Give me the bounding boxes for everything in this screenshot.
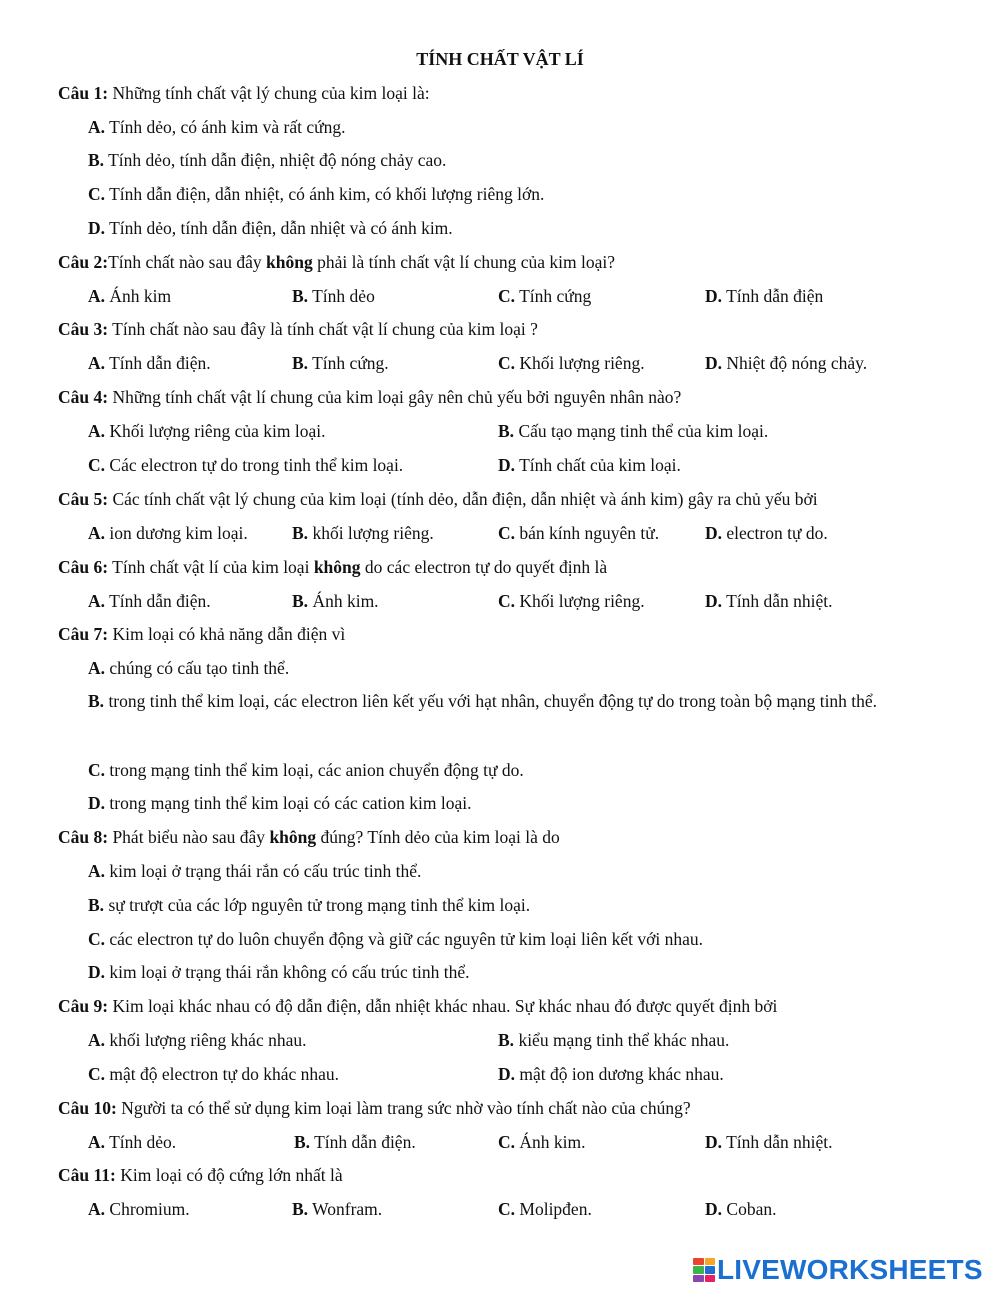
option-11d[interactable]	[705, 1197, 776, 1221]
question-text: Các tính chất vật lý chung của kim loại (tính dẻo, dẫn điện, dẫn nhiệt và ánh kim) gây ra chủ yếu bởi	[108, 489, 818, 509]
question-8	[58, 825, 948, 849]
option-6d[interactable]	[705, 589, 833, 613]
option-5c[interactable]	[498, 521, 659, 545]
option-text: Tính cứng	[515, 286, 592, 306]
question-2	[58, 250, 948, 274]
option-key: B.	[498, 421, 515, 441]
question-number: Câu 6:	[58, 557, 109, 577]
question-text-post: phải là tính chất vật lí chung của kim loại?	[312, 252, 615, 272]
option-key: C.	[88, 760, 106, 780]
question-3	[58, 317, 948, 341]
question-number: Câu 1:	[58, 83, 109, 103]
option-8d[interactable]	[88, 960, 470, 984]
option-text: Khối lượng riêng.	[515, 591, 645, 611]
question-1	[58, 81, 948, 105]
option-text: Tính dẫn điện.	[105, 591, 211, 611]
option-key: A.	[88, 1132, 106, 1152]
option-text: Tính dẻo, tính dẫn điện, dẫn nhiệt và có ánh kim.	[105, 218, 453, 238]
option-key: C.	[498, 523, 516, 543]
option-text: Nhiệt độ nóng chảy.	[722, 353, 868, 373]
question-text: Kim loại có độ cứng lớn nhất là	[115, 1165, 343, 1185]
option-7b[interactable]	[88, 685, 943, 718]
option-9a[interactable]	[88, 1028, 307, 1052]
option-text: trong mạng tinh thể kim loại, các anion chuyển động tự do.	[105, 760, 524, 780]
option-key: A.	[88, 523, 106, 543]
question-number: Câu 2:	[58, 252, 109, 272]
option-5a[interactable]	[88, 521, 248, 545]
option-text: kim loại ở trạng thái rắn có cấu trúc tinh thể.	[105, 861, 422, 881]
option-key: B.	[292, 353, 309, 373]
question-7	[58, 622, 948, 646]
question-text: Người ta có thể sử dụng kim loại làm trang sức nhờ vào tính chất nào của chúng?	[116, 1098, 691, 1118]
option-text: Tính chất của kim loại.	[515, 455, 681, 475]
liveworksheets-logo-icon	[693, 1258, 715, 1282]
option-1d[interactable]	[88, 216, 453, 240]
option-text: Tính dẫn nhiệt.	[722, 591, 833, 611]
option-key: D.	[705, 1132, 723, 1152]
question-10	[58, 1096, 948, 1120]
option-8a[interactable]	[88, 859, 421, 883]
option-key: A.	[88, 286, 106, 306]
option-text: electron tự do.	[722, 523, 828, 543]
option-key: C.	[88, 455, 106, 475]
option-text: Khối lượng riêng.	[515, 353, 645, 373]
option-key: D.	[705, 591, 723, 611]
question-text: Những tính chất vật lí chung của kim loại gây nên chủ yếu bởi nguyên nhân nào?	[108, 387, 682, 407]
option-text: Tính dẫn điện	[722, 286, 824, 306]
question-number: Câu 7:	[58, 624, 109, 644]
option-key: B.	[498, 1030, 515, 1050]
option-7c[interactable]	[88, 758, 524, 782]
option-text: Cấu tạo mạng tinh thể của kim loại.	[514, 421, 769, 441]
option-4b[interactable]	[498, 419, 768, 443]
liveworksheets-logo-text: LIVEWORKSHEETS	[717, 1254, 983, 1285]
logo-block	[693, 1275, 704, 1282]
option-2d[interactable]	[705, 284, 823, 308]
question-4	[58, 385, 948, 409]
option-10c[interactable]	[498, 1130, 586, 1154]
question-text-pre: Phát biểu nào sau đây	[108, 827, 270, 847]
option-text: Tính cứng.	[308, 353, 389, 373]
question-number: Câu 11:	[58, 1165, 116, 1185]
option-key: A.	[88, 1030, 106, 1050]
question-number: Câu 4:	[58, 387, 109, 407]
option-key: D.	[88, 962, 106, 982]
question-emphasis: không	[313, 557, 361, 577]
option-text: Tính dẻo, tính dẫn điện, nhiệt độ nóng chảy cao.	[104, 150, 447, 170]
option-text: Molipđen.	[515, 1199, 592, 1219]
option-text: trong tinh thể kim loại, các electron liên kết yếu với hạt nhân, chuyển động tự do trong toàn bộ mạng tinh thể.	[104, 691, 878, 711]
option-text: khối lượng riêng.	[308, 523, 434, 543]
option-key: D.	[705, 523, 723, 543]
option-2b[interactable]	[292, 284, 375, 308]
option-text: Wonfram.	[308, 1199, 383, 1219]
option-3b[interactable]	[292, 351, 389, 375]
logo-block	[705, 1275, 716, 1282]
option-text: mật độ electron tự do khác nhau.	[105, 1064, 340, 1084]
option-key: B.	[294, 1132, 311, 1152]
option-text: kim loại ở trạng thái rắn không có cấu trúc tinh thể.	[105, 962, 470, 982]
option-6c[interactable]	[498, 589, 645, 613]
question-number: Câu 5:	[58, 489, 109, 509]
option-key: A.	[88, 861, 106, 881]
option-6b[interactable]	[292, 589, 379, 613]
question-number: Câu 10:	[58, 1098, 117, 1118]
option-text: sự trượt của các lớp nguyên tử trong mạng tinh thể kim loại.	[104, 895, 531, 915]
option-text: ion dương kim loại.	[105, 523, 248, 543]
option-key: D.	[88, 218, 106, 238]
option-4c[interactable]	[88, 453, 403, 477]
question-text-post: do các electron tự do quyết định là	[360, 557, 608, 577]
option-key: A.	[88, 1199, 106, 1219]
option-key: A.	[88, 353, 106, 373]
option-4d[interactable]	[498, 453, 681, 477]
question-text: Những tính chất vật lý chung của kim loại là:	[108, 83, 430, 103]
option-2c[interactable]	[498, 284, 591, 308]
question-5	[58, 487, 948, 511]
option-text: chúng có cấu tạo tinh thể.	[105, 658, 290, 678]
option-text: Tính dẫn nhiệt.	[722, 1132, 833, 1152]
option-9b[interactable]	[498, 1028, 729, 1052]
option-key: D.	[88, 793, 106, 813]
question-text-post: đúng? Tính dẻo của kim loại là do	[316, 827, 560, 847]
option-11a[interactable]	[88, 1197, 190, 1221]
option-key: A.	[88, 658, 106, 678]
option-key: D.	[498, 455, 516, 475]
option-key: C.	[498, 1132, 516, 1152]
option-key: D.	[705, 353, 723, 373]
option-5b[interactable]	[292, 521, 434, 545]
option-text: Tính dẻo	[308, 286, 375, 306]
option-text: Chromium.	[105, 1199, 190, 1219]
option-1c[interactable]	[88, 182, 544, 206]
option-text: Tính dẻo, có ánh kim và rất cứng.	[105, 117, 346, 137]
option-key: A.	[88, 421, 106, 441]
question-9	[58, 994, 948, 1018]
option-1a[interactable]	[88, 115, 346, 139]
option-key: D.	[705, 286, 723, 306]
option-text: các electron tự do luôn chuyển động và giữ các nguyên tử kim loại liên kết với nhau.	[105, 929, 704, 949]
option-7a[interactable]	[88, 656, 289, 680]
option-key: A.	[88, 117, 106, 137]
question-emphasis: không	[266, 252, 313, 272]
logo-block	[693, 1258, 704, 1265]
option-text: bán kính nguyên tử.	[515, 523, 660, 543]
logo-block	[705, 1266, 716, 1273]
option-1b[interactable]	[88, 148, 446, 172]
option-10a[interactable]	[88, 1130, 176, 1154]
liveworksheets-logo[interactable]	[693, 1255, 983, 1285]
option-4a[interactable]	[88, 419, 325, 443]
option-key: B.	[292, 286, 309, 306]
option-text: Coban.	[722, 1199, 777, 1219]
question-emphasis: không	[269, 827, 317, 847]
option-2a[interactable]	[88, 284, 171, 308]
option-text: Tính dẫn điện.	[310, 1132, 416, 1152]
option-key: C.	[88, 184, 106, 204]
option-11c[interactable]	[498, 1197, 592, 1221]
option-key: A.	[88, 591, 106, 611]
question-number: Câu 9:	[58, 996, 109, 1016]
option-key: C.	[88, 929, 106, 949]
question-text: Kim loại khác nhau có độ dẫn điện, dẫn nhiệt khác nhau. Sự khác nhau đó được quyết định bởi	[108, 996, 778, 1016]
option-8b[interactable]	[88, 893, 530, 917]
option-key: B.	[292, 591, 309, 611]
question-number: Câu 3:	[58, 319, 109, 339]
option-10b[interactable]	[294, 1130, 416, 1154]
logo-block	[693, 1266, 704, 1273]
option-8c[interactable]	[88, 927, 703, 951]
option-text: Tính dẻo.	[105, 1132, 177, 1152]
option-text: mật độ ion dương khác nhau.	[515, 1064, 724, 1084]
question-11	[58, 1163, 948, 1187]
logo-block	[705, 1258, 716, 1265]
option-key: C.	[498, 286, 516, 306]
option-9c[interactable]	[88, 1062, 339, 1086]
option-text: Ánh kim	[105, 286, 172, 306]
question-text: Kim loại có khả năng dẫn điện vì	[108, 624, 346, 644]
option-9d[interactable]	[498, 1062, 724, 1086]
question-text: Tính chất nào sau đây là tính chất vật lí chung của kim loại ?	[108, 319, 538, 339]
option-10d[interactable]	[705, 1130, 833, 1154]
option-key: C.	[88, 1064, 106, 1084]
question-text-pre: Tính chất vật lí của kim loại	[108, 557, 314, 577]
option-text: Ánh kim.	[515, 1132, 586, 1152]
option-5d[interactable]	[705, 521, 828, 545]
option-text: kiểu mạng tinh thể khác nhau.	[514, 1030, 730, 1050]
option-text: khối lượng riêng khác nhau.	[105, 1030, 307, 1050]
option-text: Tính dẫn điện, dẫn nhiệt, có ánh kim, có khối lượng riêng lớn.	[105, 184, 545, 204]
option-text: Tính dẫn điện.	[105, 353, 211, 373]
option-key: B.	[292, 1199, 309, 1219]
option-key: B.	[88, 895, 105, 915]
option-3c[interactable]	[498, 351, 645, 375]
option-text: Khối lượng riêng của kim loại.	[105, 421, 326, 441]
option-7d[interactable]	[88, 791, 471, 815]
option-key: C.	[498, 1199, 516, 1219]
option-key: B.	[88, 150, 105, 170]
option-6a[interactable]	[88, 589, 211, 613]
option-11b[interactable]	[292, 1197, 382, 1221]
option-key: B.	[292, 523, 309, 543]
option-key: C.	[498, 353, 516, 373]
option-text: trong mạng tinh thể kim loại có các cation kim loại.	[105, 793, 472, 813]
option-key: B.	[88, 691, 105, 711]
option-key: D.	[498, 1064, 516, 1084]
option-3d[interactable]	[705, 351, 867, 375]
page-title: TÍNH CHẤT VẬT LÍ	[416, 49, 584, 69]
question-number: Câu 8:	[58, 827, 109, 847]
question-text-pre: Tính chất nào sau đây	[108, 252, 267, 272]
option-text: Các electron tự do trong tinh thể kim loại.	[105, 455, 404, 475]
option-3a[interactable]	[88, 351, 211, 375]
question-6	[58, 555, 948, 579]
option-key: D.	[705, 1199, 723, 1219]
option-key: C.	[498, 591, 516, 611]
option-text: Ánh kim.	[308, 591, 379, 611]
